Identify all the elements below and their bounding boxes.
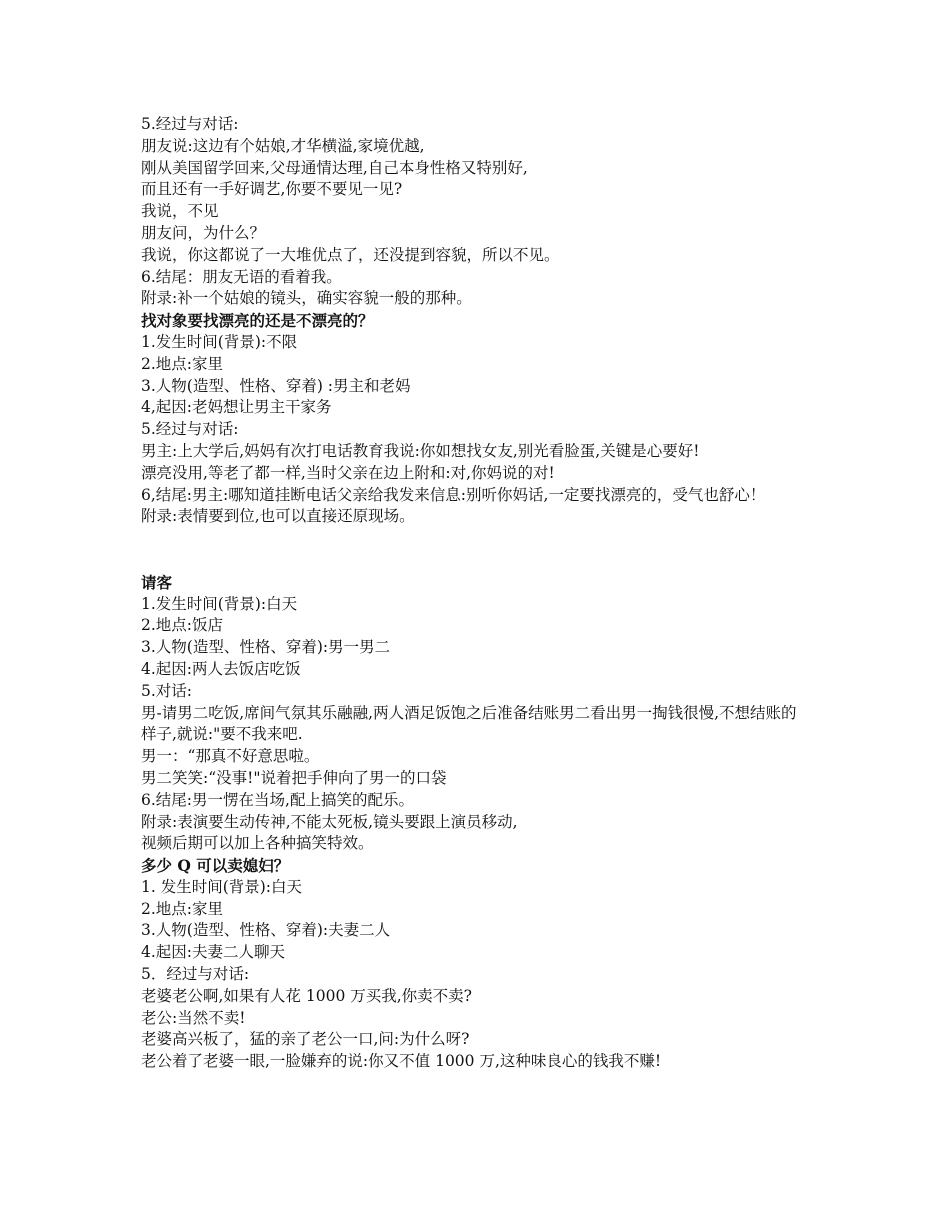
s4-line-3: 3.人物(造型、性格、穿着):夫妻二人 [141,921,391,940]
s1-line-3: 刚从美国留学回来,父母通情达理,自己本身性格又特别好, [141,158,528,177]
s3-dialogue: 男-请男二吃饭,席间气氛其乐融融,两人酒足饭饱之后准备结账男二看出男一掏钱很慢,不想结账的样子,就说:"要不我来吧. [141,703,797,744]
s2-line-7: 漂亮没用,等老了都一样,当时父亲在边上附和:对,你妈说的对! [141,463,555,482]
s3-line-6: 男一：“那真不好意思啦。 [141,747,320,766]
s2-ending: 6,结尾:男主:哪知道挂断电话父亲给我发来信息:别听你妈话,一定要找漂亮的，受气也舒心！ [141,485,766,504]
s3-line-9: 附录:表演要生动传神,不能太死板,镜头要跟上演员移动, [141,812,518,831]
s4-line-2: 2.地点:家里 [141,899,224,918]
s4-line-1: 1. 发生时间(背景):白天 [141,877,303,896]
s4-line-9: 老公着了老婆一眼,一脸嫌弃的说:你又不值 1000 万,这种味良心的钱我不赚! [141,1052,662,1071]
s2-appendix: 附录:表情要到位,也可以直接还原现场。 [141,507,415,526]
s2-line-1: 1.发生时间(背景):不限 [141,332,298,351]
s1-line-4: 而且还有一手好调艺,你要不要见一见? [141,180,403,199]
s3-line-7: 男二笑笑:“没事!"说着把手伸向了男一的口袋 [141,768,447,787]
s3-line-8: 6.结尾:男一愣在当场,配上搞笑的配乐。 [141,790,414,809]
s2-line-4: 4,起因:老妈想让男主干家务 [141,398,332,417]
s1-line-7: 我说，你这都说了一大堆优点了，还没提到容貌，所以不见。 [141,245,560,264]
s1-line-6: 朋友问，为什么？ [141,223,266,242]
s3-line-4: 4.起因:两人去饭店吃饭 [141,659,301,678]
s2-line-6: 男主:上大学后,妈妈有次打电话教育我说:你如想找女友,别光看脸蛋,关键是心要好! [141,441,700,460]
s3-line-1: 1.发生时间(背景):白天 [141,594,298,613]
s3-line-10: 视频后期可以加上各种搞笑特效。 [141,834,374,853]
s2-line-5: 5.经过与对话: [141,420,239,439]
s3-title: 请客 [141,572,173,592]
section-gap [141,528,821,572]
s1-line-1: 5.经过与对话: [141,115,239,133]
s1-line-9: 附录:补一个姑娘的镜头，确实容貌一般的那种。 [141,289,472,308]
s3-line-5: 5.对话: [141,681,193,700]
s3-line-2: 2.地点:饭店 [141,616,224,635]
s4-line-7: 老公:当然不卖! [141,1008,246,1027]
s2-line-2: 2.地点:家里 [141,354,224,373]
s4-line-6: 老婆老公啊,如果有人花 1000 万买我,你卖不卖? [141,986,472,1005]
s1-line-8: 6.结尾：朋友无语的看着我。 [141,267,342,286]
s3-line-3: 3.人物(造型、性格、穿着):男一男二 [141,638,391,657]
s4-line-4: 4.起因:夫妻二人聊天 [141,943,286,962]
s1-line-5: 我说，不见 [141,202,219,221]
s4-line-8: 老婆高兴板了，猛的亲了老公一口,问:为什么呀? [141,1030,470,1049]
s2-title: 找对象要找漂亮的还是不漂亮的？ [141,311,374,331]
s4-title: 多少 Q 可以卖媳妇？ [141,856,290,876]
document-body [141,114,821,1073]
s4-line-5: 5．经过与对话: [141,965,250,984]
s1-line-2: 朋友说:这边有个姑娘,才华横溢,家境优越, [141,136,425,155]
s2-line-3: 3.人物(造型、性格、穿着) :男主和老妈 [141,376,411,395]
